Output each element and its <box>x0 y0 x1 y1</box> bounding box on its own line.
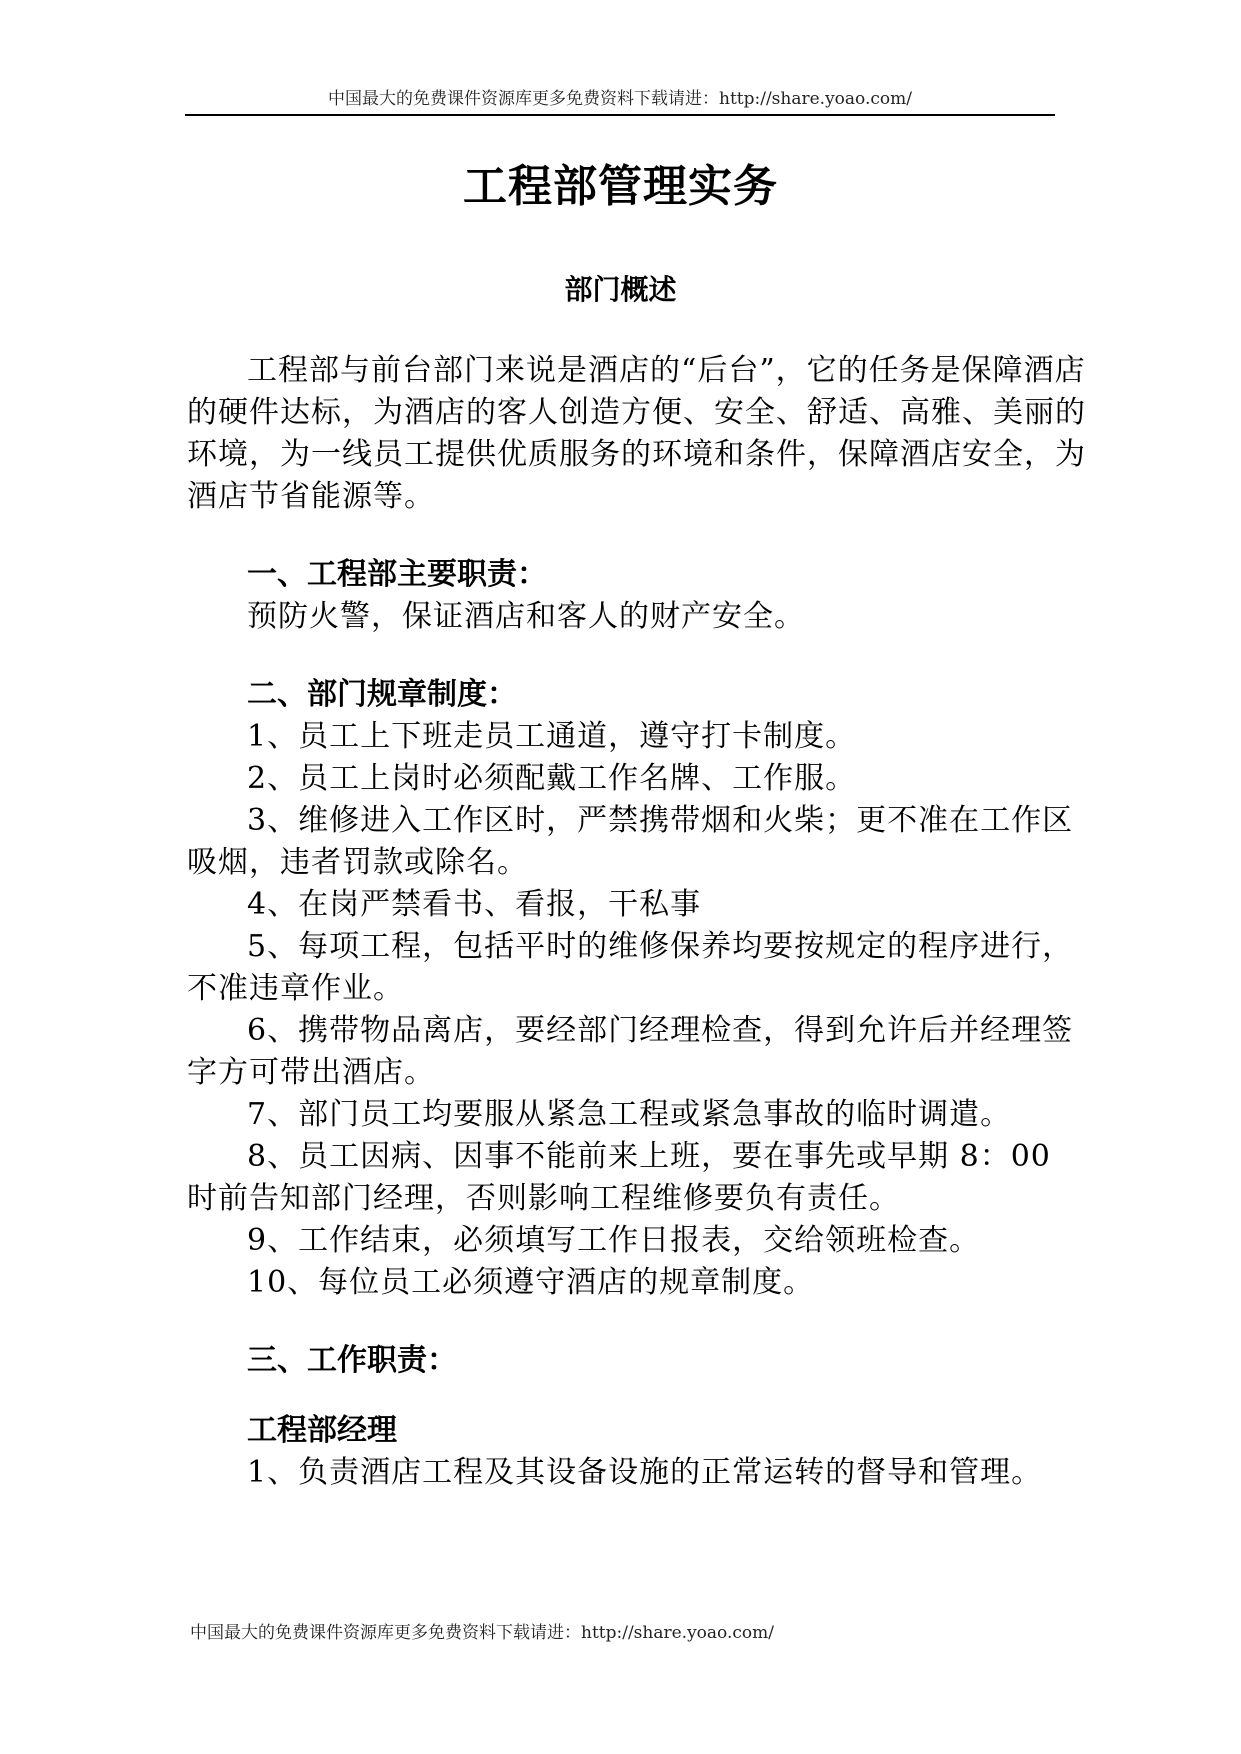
section2-heading: 二、部门规章制度： <box>247 677 517 712</box>
rule-item-3: 3、维修进入工作区时，严禁携带烟和火柴；更不准在工作区吸烟，违者罚款或除名。 <box>187 803 1074 880</box>
rule-item-2: 2、员工上岗时必须配戴工作名牌、工作服。 <box>247 761 857 796</box>
rule-item-9: 9、工作结束，必须填写工作日报表，交给领班检查。 <box>247 1223 981 1258</box>
section1-heading: 一、工程部主要职责： <box>247 557 547 592</box>
section-subtitle: 部门概述 <box>564 273 677 306</box>
document-body <box>187 350 1087 1494</box>
rule-item-10: 10、每位员工必须遵守酒店的规章制度。 <box>247 1265 815 1300</box>
rule-item-4: 4、在岗严禁看书、看报，干私事 <box>247 887 702 922</box>
intro-paragraph: 工程部与前台部门来说是酒店的“后台”，它的任务是保障酒店的硬件达标，为酒店的客人创造方便、安全、舒适、高雅、美丽的环境，为一线员工提供优质服务的环境和条件，保障酒店安全，为酒店节省能源等。 <box>187 353 1086 514</box>
page-footer: 中国最大的免费课件资源库更多免费资料下载请进：http://share.yoao.com/ <box>190 1623 774 1643</box>
document-title: 工程部管理实务 <box>463 161 778 212</box>
duty-item-1: 1、负责酒店工程及其设备设施的正常运转的督导和管理。 <box>247 1455 1043 1490</box>
page-header: 中国最大的免费课件资源库更多免费资料下载请进：http://share.yoao.com/ <box>328 89 912 109</box>
section3-subheading: 工程部经理 <box>247 1413 397 1448</box>
rule-item-1: 1、员工上下班走员工通道，遵守打卡制度。 <box>247 719 857 754</box>
header-divider <box>185 114 1055 116</box>
section3-heading: 三、工作职责： <box>247 1343 457 1378</box>
rule-item-6: 6、携带物品离店，要经部门经理检查，得到允许后并经理签字方可带出酒店。 <box>187 1013 1074 1090</box>
section1-text: 预防火警，保证酒店和客人的财产安全。 <box>247 599 805 634</box>
rule-item-5: 5、每项工程，包括平时的维修保养均要按规定的程序进行，不准违章作业。 <box>187 929 1074 1006</box>
rule-item-7: 7、部门员工均要服从紧急工程或紧急事故的临时调遣。 <box>247 1097 1012 1132</box>
rule-item-8: 8、员工因病、因事不能前来上班，要在事先或早期 8：00 时前告知部门经理，否则影响工程维修要负有责任。 <box>187 1139 1051 1216</box>
